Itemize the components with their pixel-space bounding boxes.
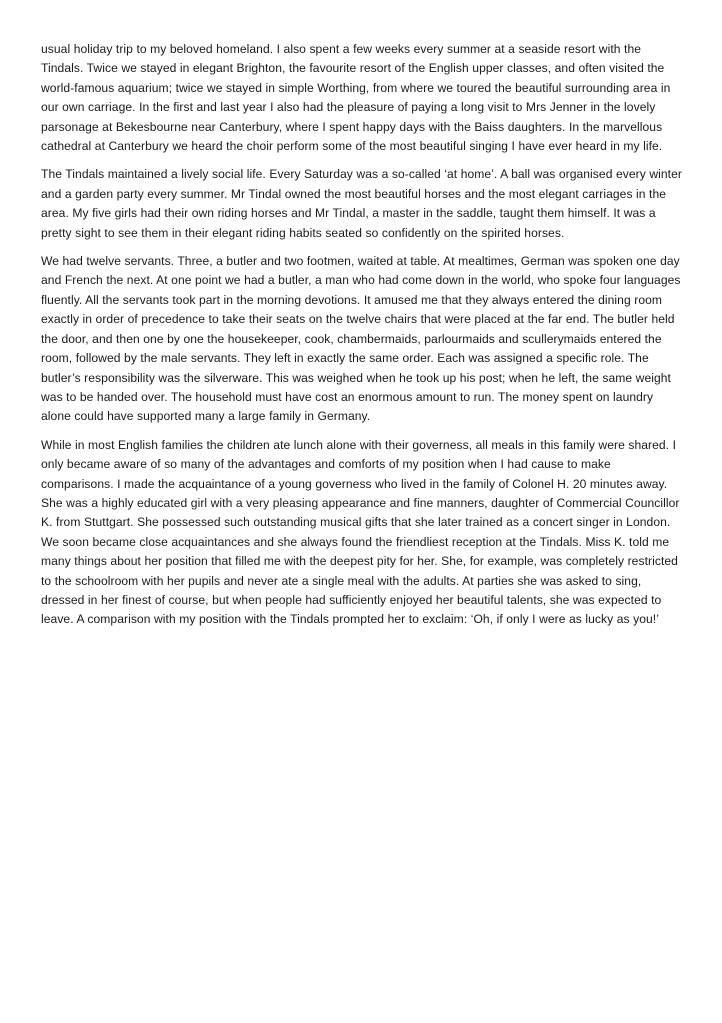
paragraph: usual holiday trip to my beloved homeland. I also spent a few weeks every summer at a seaside resort with the Tindals. Twice we stayed in elegant Brighton, the favourite resort of the English upper classes, and often visited the world-famous aquarium; twice we stayed in simple Worthing, from where we toured the beautiful surrounding area in our own carriage. In the first and last year I also had the pleasure of paying a long visit to Mrs Jenner in the lovely parsonage at Bekesbourne near Canterbury, where I spent happy days with the Baiss daughters. In the marvellous cathedral at Canterbury we heard the choir perform some of the most beautiful singing I have ever heard in my life.	[41, 42, 671, 154]
paragraph: While in most English families the children ate lunch alone with their governess, all meals in this family were shared. I only became aware of so many of the advantages and comforts of my position when I had cause to make comparisons. I made the acquaintance of a young governess who lived in the family of Colonel H. 20 minutes away. She was a highly educated girl with a very pleasing appearance and fine manners, daughter of Commercial Councillor K. from Stuttgart. She possessed such outstanding musical gifts that she later trained as a concert singer in London. We soon became close acquaintances and she always found the friendliest reception at the Tindals. Miss K. told me many things about her position that filled me with the deepest pity for her. She, for example, was completely restricted to the schoolroom with her pupils and never ate a single meal with the adults. At parties she was asked to sing, dressed in her finest of course, but when people had sufficiently enjoyed her beautiful talents, she was expected to leave. A comparison with my position with the Tindals prompted her to exclaim: ‘Oh, if only I were as lucky as you!’	[41, 437, 680, 627]
document-text-body	[41, 40, 682, 630]
paragraph: We had twelve servants. Three, a butler and two footmen, waited at table. At mealtimes, German was spoken one day and French the next. At one point we had a butler, a man who had come down in the world, who spoke four languages fluently. All the servants took part in the morning devotions. It amused me that they always entered the dining room exactly in order of precedence to take their seats on the twelve chairs that were placed at the far end. The butler held the door, and then one by one the housekeeper, cook, chambermaids, parlourmaids and scullerymaids entered the room, followed by the male servants. They left in exactly the same order. Each was assigned a specific role. The butler’s responsibility was the silverware. This was weighed when he took up his post; when he left, the same weight was to be handed over. The household must have cost an enormous amount to run. The money spent on laundry alone could have supported many a large family in Germany.	[41, 254, 681, 424]
paragraph: The Tindals maintained a lively social life. Every Saturday was a so-called ‘at home’. A ball was organised every winter and a garden party every summer. Mr Tindal owned the most beautiful horses and the most elegant carriages in the area. My five girls had their own riding horses and Mr Tindal, a master in the saddle, taught them himself. It was a pretty sight to see them in their elegant riding habits seated so confidently on the spirited horses.	[41, 167, 682, 240]
